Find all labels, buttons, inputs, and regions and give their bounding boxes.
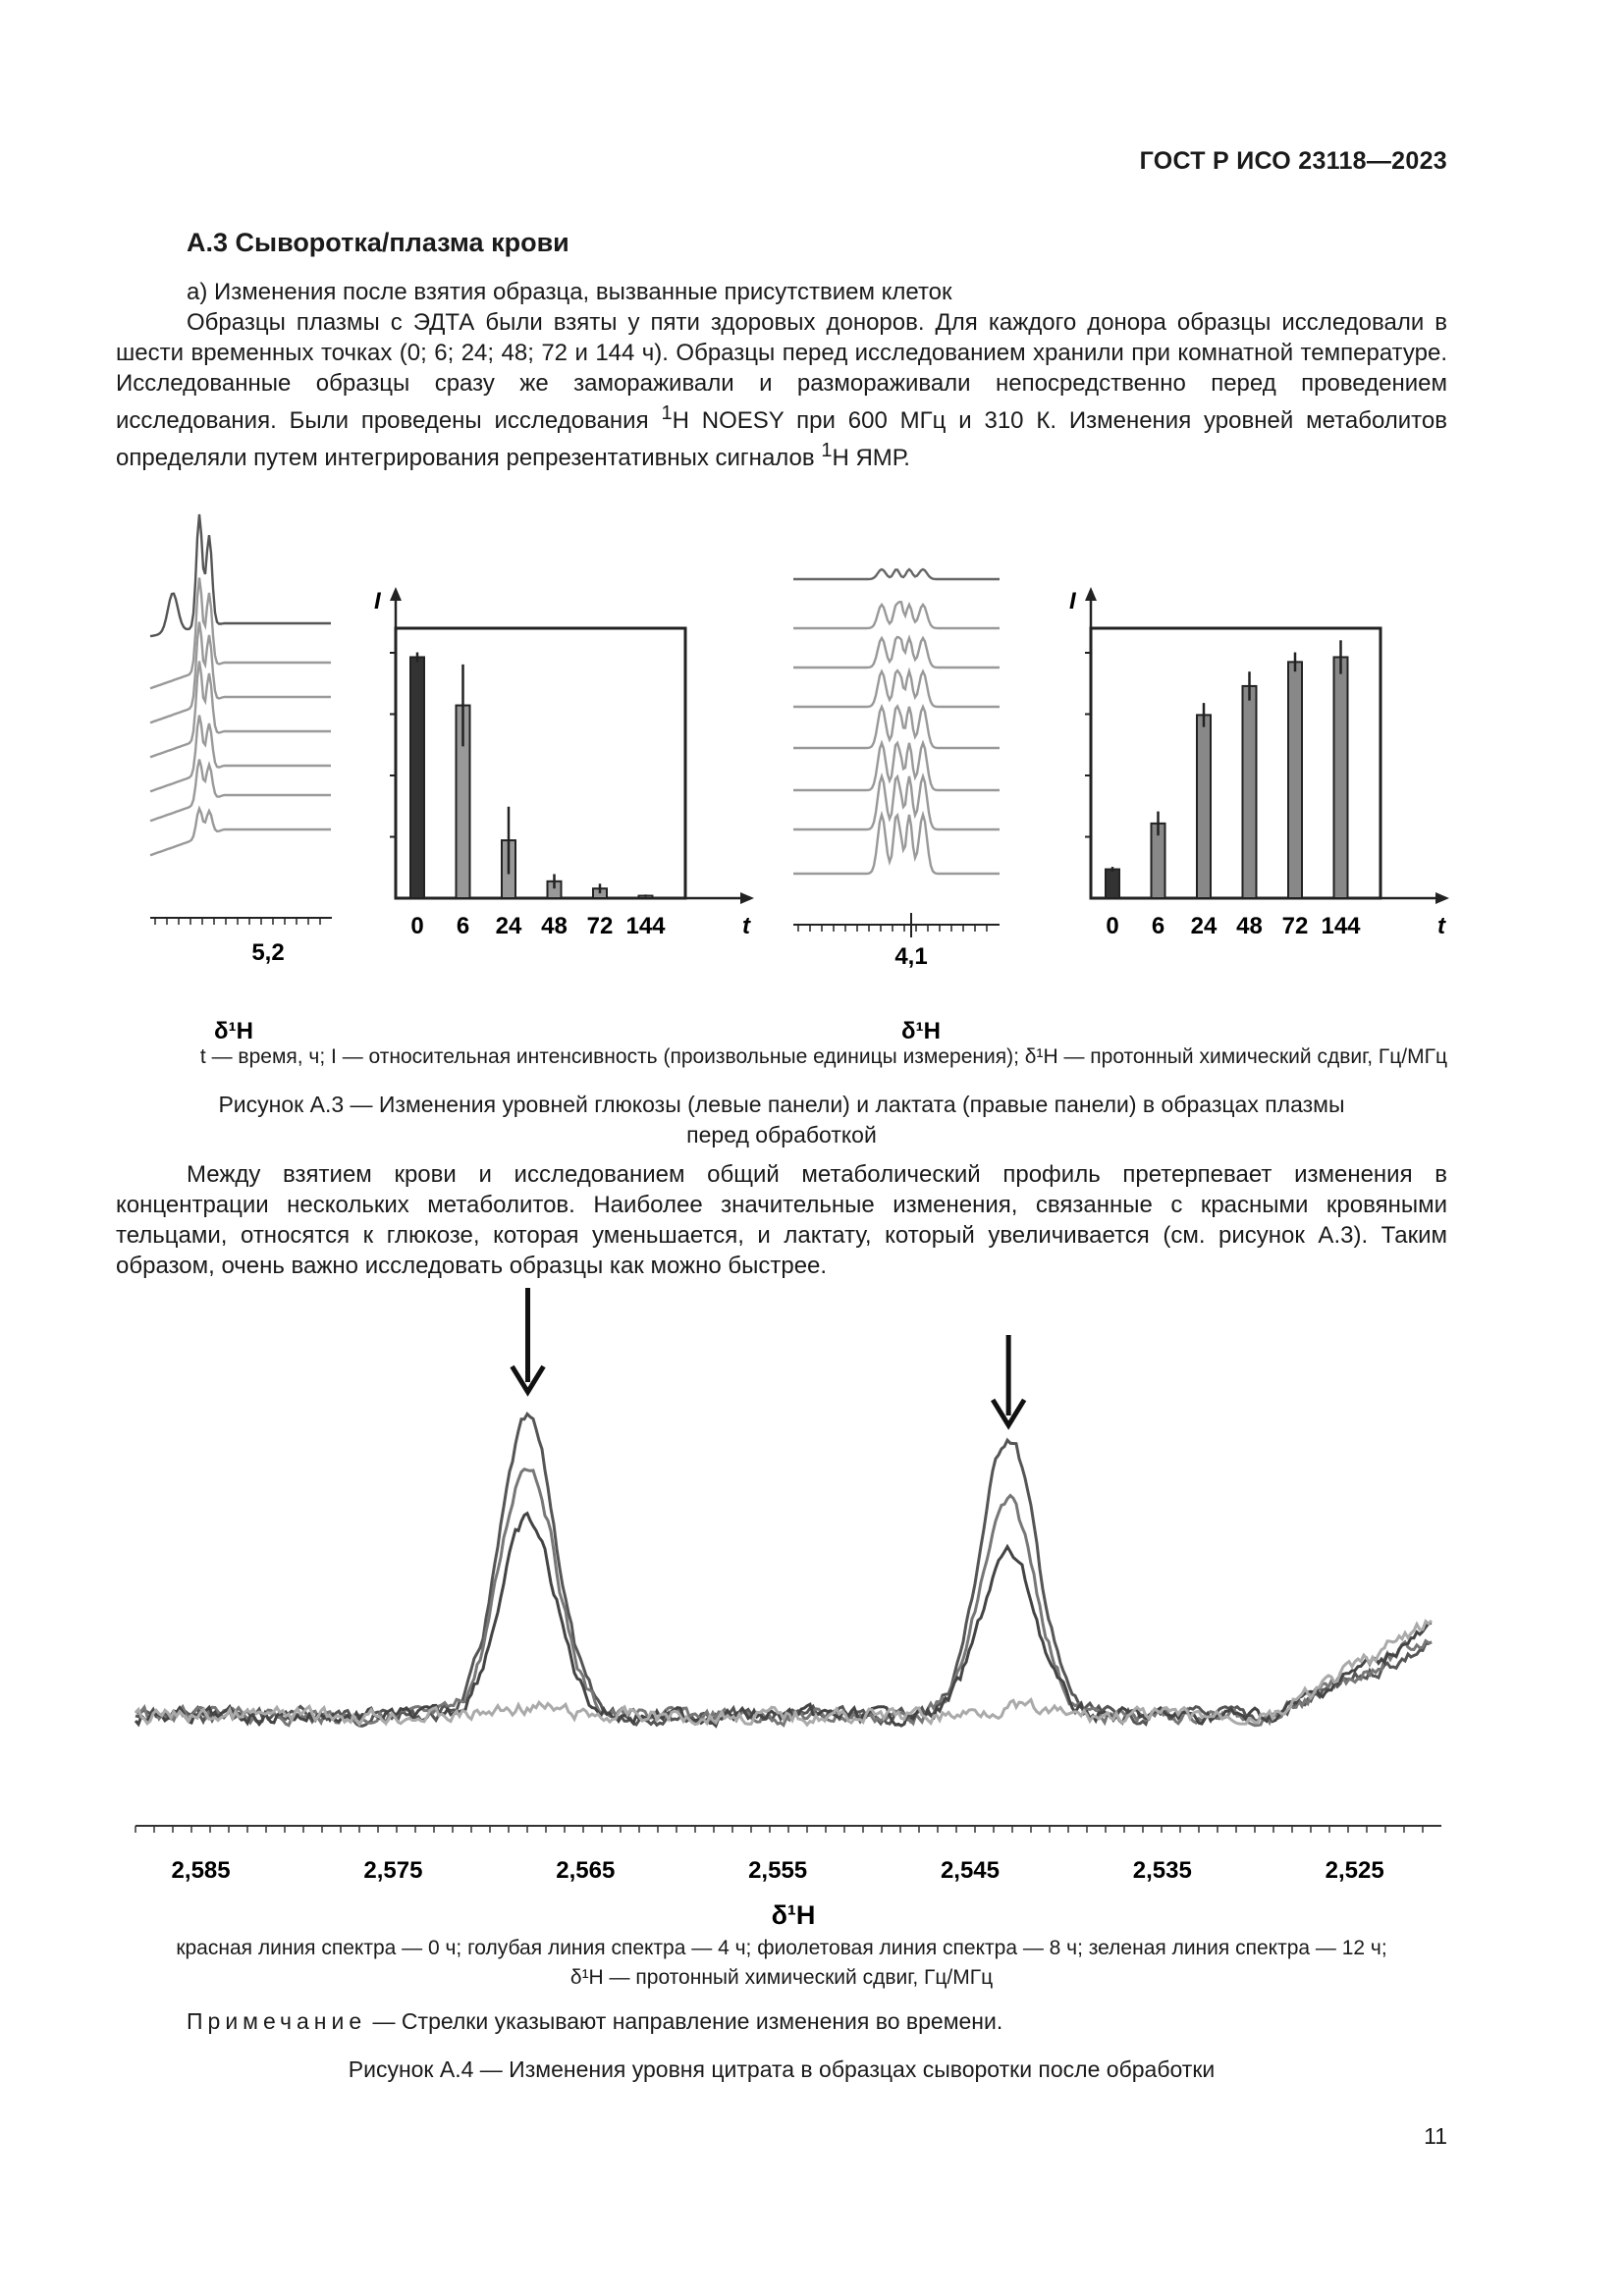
glucose-y-label: I bbox=[374, 588, 381, 614]
lactate-shift-label: δ¹H bbox=[901, 1018, 941, 1044]
citrate-tick-label: 2,555 bbox=[748, 1857, 808, 1884]
glucose-spectrum-line bbox=[150, 662, 331, 758]
glucose-x-arrow bbox=[740, 892, 754, 904]
glucose-spectrum-line bbox=[150, 622, 331, 723]
citrate-xlabel: δ¹H bbox=[771, 1900, 816, 1930]
lactate-ppm-label: 4,1 bbox=[894, 943, 928, 970]
lactate-tick-label: 144 bbox=[1321, 913, 1361, 939]
citrate-axis bbox=[135, 1288, 1441, 1884]
glucose-tick-label: 72 bbox=[586, 913, 614, 939]
lactate-bar bbox=[1334, 657, 1348, 898]
glucose-ppm-label: 5,2 bbox=[251, 939, 285, 966]
figure-a4-caption: Рисунок А.4 — Изменения уровня цитрата в образцах сыворотки после обработки bbox=[348, 2056, 1216, 2082]
glucose-tick-label: 24 bbox=[495, 913, 522, 939]
glucose-x-label: t bbox=[742, 913, 750, 939]
standard-number: ГОСТ Р ИСО 23118—2023 bbox=[1139, 147, 1447, 175]
lactate-spectrum-line bbox=[793, 815, 1000, 874]
lactate-bar bbox=[1197, 715, 1211, 898]
item-a: а) Изменения после взятия образца, вызванные присутствием клеток bbox=[187, 279, 952, 305]
figure-a3 bbox=[116, 481, 1510, 1060]
lactate-tick-label: 0 bbox=[1106, 913, 1119, 939]
note bbox=[187, 2008, 1002, 2035]
page-number: 11 bbox=[1424, 2123, 1447, 2149]
ppm-axes bbox=[150, 913, 1000, 937]
lactate-spectrum-line bbox=[793, 670, 1000, 707]
citrate-spectra bbox=[135, 1414, 1432, 1726]
glucose-spectra bbox=[150, 514, 331, 855]
citrate-tick-label: 2,585 bbox=[171, 1857, 231, 1884]
glucose-bar-chart bbox=[374, 587, 754, 939]
paragraph-1: Образцы плазмы с ЭДТА были взяты у пяти здоровых доноров. Для каждого донора образцы исследовали в шести временных точках (0; 6; 24; 48; 72 и 144 ч). Образцы перед исследованием хранили при комнатной температуре. Исследованные образцы сразу же замораживали и размораживали непосредственно перед проведением исследования. Были проведены исследования $^1$H NOESY при 600 МГц и 310 К. Изменения уровней метаболитов определяли путем интегрирования репрезентативных сигналов $^1$H ЯМР. bbox=[116, 309, 1448, 471]
lactate-x-arrow bbox=[1435, 892, 1449, 904]
glucose-tick-label: 6 bbox=[456, 913, 470, 939]
note-text: — Стрелки указывают направление изменения во времени. bbox=[366, 2008, 1003, 2034]
lactate-spectrum-line bbox=[793, 707, 1000, 749]
citrate-spectrum-line bbox=[135, 1621, 1432, 1725]
citrate-spectrum-line bbox=[135, 1514, 1432, 1726]
glucose-tick-label: 48 bbox=[541, 913, 568, 939]
lactate-y-arrow bbox=[1085, 587, 1097, 601]
body-paragraph-2: Между взятием крови и исследованием общий метаболический профиль претерпевает изменения в концентрации нескольких метаболитов. Наиболее значительные изменения, связанные с красными кровяными тельцами, относятся к глюкозе, которая уменьшается, и лактату, который увеличивается (см. рисунок А.3). Таким образом, очень важно исследовать образцы как можно быстрее. bbox=[116, 1161, 1447, 1279]
figure-a3-caption: Рисунок А.3 — Изменения уровней глюкозы (левые панели) и лактата (правые панели) в образцах плазмы перед обработкой bbox=[218, 1092, 1345, 1148]
lactate-x-label: t bbox=[1437, 913, 1445, 939]
lactate-y-label: I bbox=[1069, 588, 1076, 614]
citrate-tick-label: 2,525 bbox=[1325, 1857, 1384, 1884]
lactate-bar bbox=[1106, 870, 1119, 898]
note-label: Примечание bbox=[187, 2008, 367, 2034]
lactate-tick-label: 72 bbox=[1281, 913, 1309, 939]
glucose-tick-label: 144 bbox=[625, 913, 666, 939]
glucose-tick-label: 0 bbox=[410, 913, 424, 939]
figure-a4 bbox=[116, 1276, 1451, 1934]
citrate-tick-label: 2,545 bbox=[940, 1857, 1001, 1884]
citrate-tick-label: 2,535 bbox=[1132, 1857, 1192, 1884]
lactate-spectrum-line bbox=[793, 637, 1000, 667]
lactate-spectrum-line bbox=[793, 743, 1000, 790]
glucose-bar bbox=[410, 657, 424, 898]
lactate-spectrum-line bbox=[793, 569, 1000, 579]
citrate-spectrum-line bbox=[135, 1414, 1432, 1726]
glucose-spectrum-line bbox=[150, 716, 331, 792]
lactate-spectra bbox=[793, 569, 1000, 874]
citrate-tick-label: 2,565 bbox=[556, 1857, 616, 1884]
glucose-spectrum-line bbox=[150, 760, 331, 822]
lactate-spectrum-line bbox=[793, 602, 1000, 628]
glucose-frame bbox=[396, 628, 685, 898]
citrate-spectrum-line bbox=[135, 1469, 1432, 1726]
glucose-spectrum-line bbox=[150, 809, 331, 856]
glucose-shift-label: δ¹H bbox=[214, 1018, 253, 1044]
citrate-tick-label: 2,575 bbox=[363, 1857, 423, 1884]
section-title: А.3 Сыворотка/плазма крови bbox=[187, 228, 569, 257]
figure-a3-legend: t — время, ч; I — относительная интенсивность (произвольные единицы измерения); δ¹H — протонный химический сдвиг, Гц/МГц bbox=[199, 1045, 1447, 1068]
lactate-tick-label: 48 bbox=[1236, 913, 1263, 939]
glucose-spectrum-line bbox=[150, 578, 331, 689]
glucose-y-arrow bbox=[390, 587, 402, 601]
lactate-bar-chart bbox=[1069, 587, 1449, 939]
lactate-tick-label: 24 bbox=[1190, 913, 1218, 939]
lactate-bar bbox=[1288, 662, 1302, 898]
lactate-bar bbox=[1243, 686, 1257, 898]
figure-a4-legend: красная линия спектра — 0 ч; голубая линия спектра — 4 ч; фиолетовая линия спектра — 8 ч; зеленая линия спектра — 12 ч; δ¹H — протонный химический сдвиг, Гц/МГц bbox=[176, 1937, 1387, 1989]
glucose-spectrum-line bbox=[150, 514, 331, 636]
intro-text bbox=[116, 277, 1447, 473]
lactate-tick-label: 6 bbox=[1151, 913, 1165, 939]
lactate-spectrum-line bbox=[793, 776, 1000, 829]
